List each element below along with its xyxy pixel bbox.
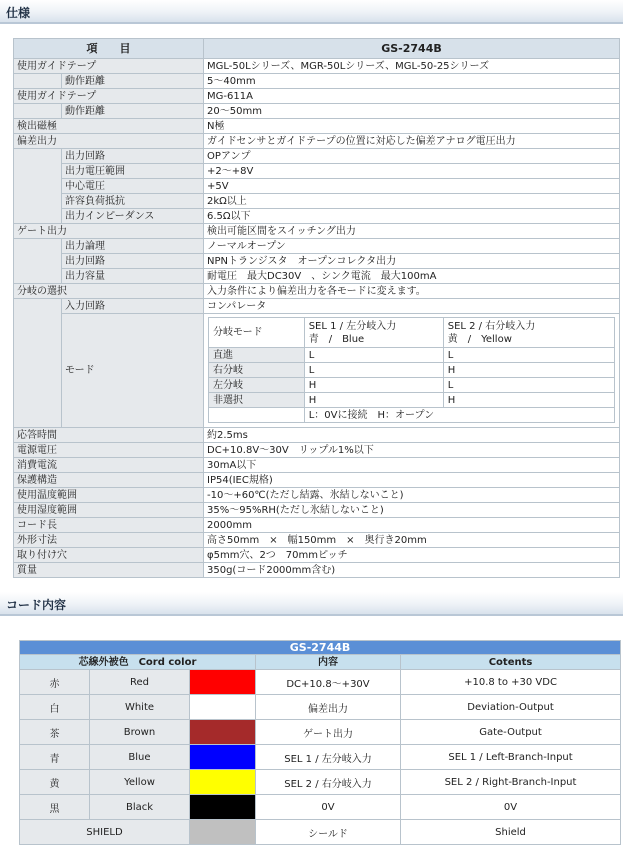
cord-content-en: Shield [401,820,621,845]
mode-sel2: L [443,348,614,363]
cord-content-en: 0V [401,795,621,820]
spec-label: 動作距離 [62,74,204,89]
spec-row [14,149,620,164]
cord-content-jp: 偏差出力 [256,695,401,720]
spec-row [14,563,620,578]
cord-color-swatch [190,820,256,845]
spec-row [14,284,620,299]
cord-row [20,720,621,745]
spec-label: 動作距離 [62,104,204,119]
spec-table [13,38,620,578]
spec-value: +2〜+8V [204,164,620,179]
cord-color-jp: 赤 [20,670,90,695]
spec-label: 外形寸法 [14,533,204,548]
cord-row [20,745,621,770]
mode-header-sel1 [304,318,443,348]
spec-row [14,239,620,254]
cord-color-swatch [190,720,256,745]
spec-value: 30mA以下 [204,458,620,473]
mode-label: 右分岐 [209,363,305,378]
cord-section-header [0,592,623,616]
spec-label: 偏差出力 [14,134,204,149]
mode-row [209,393,615,408]
cord-title-row [20,641,621,655]
cord-color-en: Yellow [90,770,190,795]
spec-label: ゲート出力 [14,224,204,239]
cord-table [19,640,621,845]
spec-row [14,488,620,503]
spec-label: 分岐の選択 [14,284,204,299]
spec-section-header [0,0,623,24]
spec-label: 出力回路 [62,254,204,269]
spec-label: モード [62,314,204,428]
spec-indent [14,74,62,89]
spec-row [14,518,620,533]
cord-color-swatch [190,695,256,720]
spec-row [14,269,620,284]
spec-label: 中心電圧 [62,179,204,194]
cord-content-jp: SEL 1 / 左分岐入力 [256,745,401,770]
spec-header-item: 項 目 [14,39,204,59]
spec-indent [14,299,62,428]
spec-row [14,428,620,443]
spec-value: ノーマルオープン [204,239,620,254]
spec-label: 質量 [14,563,204,578]
spec-value: 350g(コード2000mm含む) [204,563,620,578]
cord-header-row [20,655,621,670]
spec-label: 使用ガイドテープ [14,89,204,104]
cord-content-en: Deviation-Output [401,695,621,720]
spec-section-title: 仕様 [6,6,31,20]
spec-label: 入力回路 [62,299,204,314]
cord-header-content-jp: 内容 [256,655,401,670]
spec-header-model: GS-2744B [204,39,620,59]
mode-note-row [209,408,615,423]
spec-indent [14,104,62,119]
spec-label: 許容負荷抵抗 [62,194,204,209]
spec-value: 入力条件により偏差出力を各モードに変えます。 [204,284,620,299]
spec-row [14,89,620,104]
mode-sel1: L [304,363,443,378]
spec-value: MG-611A [204,89,620,104]
spec-label: 出力論理 [62,239,204,254]
cord-section-title: コード内容 [6,598,67,612]
spec-value: +5V [204,179,620,194]
spec-label: 使用ガイドテープ [14,59,204,74]
spec-row [14,299,620,314]
mode-note: L：0Vに接続 H：オープン [304,408,614,423]
spec-indent [14,149,62,224]
spec-value: MGL-50Lシリーズ、MGR-50Lシリーズ、MGL-50-25シリーズ [204,59,620,74]
spec-value: ガイドセンサとガイドテープの位置に対応した偏差アナログ電圧出力 [204,134,620,149]
spec-row [14,224,620,239]
spec-row [14,164,620,179]
spec-row [14,473,620,488]
cord-color-en: Brown [90,720,190,745]
cord-color-jp: 黄 [20,770,90,795]
cord-content-jp: SEL 2 / 右分岐入力 [256,770,401,795]
spec-label: 保護構造 [14,473,204,488]
spec-label: 出力電圧範囲 [62,164,204,179]
cord-color-swatch [190,770,256,795]
spec-row [14,533,620,548]
spec-value: 5〜40mm [204,74,620,89]
mode-table [208,317,615,423]
mode-label: 左分岐 [209,378,305,393]
spec-row [14,179,620,194]
mode-header-row [209,318,615,348]
mode-label: 直進 [209,348,305,363]
mode-note-blank [209,408,305,423]
cord-color-jp: 白 [20,695,90,720]
mode-header-sel1-line1: SEL 1 / 左分岐入力 [308,320,397,332]
spec-label: 消費電流 [14,458,204,473]
cord-color-en: White [90,695,190,720]
spec-row [14,548,620,563]
spec-label: 使用温度範囲 [14,488,204,503]
spec-row [14,59,620,74]
spec-label: 応答時間 [14,428,204,443]
spec-row-mode [14,314,620,428]
cord-header-content-en: Cotents [401,655,621,670]
spec-value: -10〜+60℃(ただし結露、氷結しないこと) [204,488,620,503]
spec-row [14,458,620,473]
cord-color-swatch [190,795,256,820]
mode-sel2: H [443,363,614,378]
spec-value: 耐電圧 最大DC30V 、シンク電流 最大100mA [204,269,620,284]
cord-content-en: +10.8 to +30 VDC [401,670,621,695]
spec-row [14,254,620,269]
cord-row [20,770,621,795]
spec-header-row [14,39,620,59]
mode-sel1: H [304,378,443,393]
spec-row [14,119,620,134]
spec-value: 高さ50mm × 幅150mm × 奥行き20mm [204,533,620,548]
spec-value: コンパレータ [204,299,620,314]
spec-value: 6.5Ω以下 [204,209,620,224]
cord-row [20,795,621,820]
spec-value: IP54(IEC規格) [204,473,620,488]
spec-value: DC+10.8V〜30V リップル1%以下 [204,443,620,458]
cord-table-title: GS-2744B [20,641,621,655]
cord-color-swatch [190,670,256,695]
cord-color-en: Black [90,795,190,820]
spec-label: 出力容量 [62,269,204,284]
mode-cell [204,314,620,428]
mode-header-sel2-line1: SEL 2 / 右分岐入力 [447,320,536,332]
spec-row [14,74,620,89]
mode-sel2: L [443,378,614,393]
spec-label: コード長 [14,518,204,533]
cord-content-en: Gate-Output [401,720,621,745]
spec-value: 2000mm [204,518,620,533]
mode-header-sel2 [443,318,614,348]
spec-indent [14,239,62,284]
mode-sel1: L [304,348,443,363]
cord-row-shield [20,820,621,845]
cord-color-jp: SHIELD [20,820,190,845]
cord-content-jp: 0V [256,795,401,820]
spec-value: 35%〜95%RH(ただし氷結しないこと) [204,503,620,518]
spec-label: 取り付け穴 [14,548,204,563]
mode-row [209,363,615,378]
cord-content-jp: DC+10.8〜+30V [256,670,401,695]
mode-header-sel1-line2: 青 / Blue [308,333,365,345]
spec-row [14,194,620,209]
spec-label: 使用湿度範囲 [14,503,204,518]
spec-row [14,443,620,458]
spec-row [14,209,620,224]
spec-value: 2kΩ以上 [204,194,620,209]
spec-label: 出力インピーダンス [62,209,204,224]
cord-color-jp: 茶 [20,720,90,745]
spec-value: NPNトランジスタ オープンコレクタ出力 [204,254,620,269]
cord-color-jp: 青 [20,745,90,770]
mode-row [209,378,615,393]
spec-row [14,134,620,149]
cord-header-color: 芯線外被色 Cord color [20,655,256,670]
cord-content-en: SEL 1 / Left-Branch-Input [401,745,621,770]
cord-color-en: Red [90,670,190,695]
spec-value: N極 [204,119,620,134]
cord-row [20,670,621,695]
cord-row [20,695,621,720]
spec-label: 出力回路 [62,149,204,164]
mode-header-sel2-line2: 黄 / Yellow [447,333,512,345]
cord-content-jp: ゲート出力 [256,720,401,745]
cord-content-jp: シールド [256,820,401,845]
cord-color-swatch [190,745,256,770]
spec-value: φ5mm穴、2つ 70mmピッチ [204,548,620,563]
spec-value: 約2.5ms [204,428,620,443]
mode-sel2: H [443,393,614,408]
cord-color-en: Blue [90,745,190,770]
spec-label: 電源電圧 [14,443,204,458]
spec-row [14,104,620,119]
spec-value: 20〜50mm [204,104,620,119]
cord-color-jp: 黒 [20,795,90,820]
spec-value: OPアンプ [204,149,620,164]
cord-content-en: SEL 2 / Right-Branch-Input [401,770,621,795]
mode-header-label: 分岐モード [209,318,305,348]
spec-row [14,503,620,518]
mode-row [209,348,615,363]
mode-label: 非選択 [209,393,305,408]
spec-label: 検出磁極 [14,119,204,134]
mode-sel1: H [304,393,443,408]
spec-value: 検出可能区間をスイッチング出力 [204,224,620,239]
